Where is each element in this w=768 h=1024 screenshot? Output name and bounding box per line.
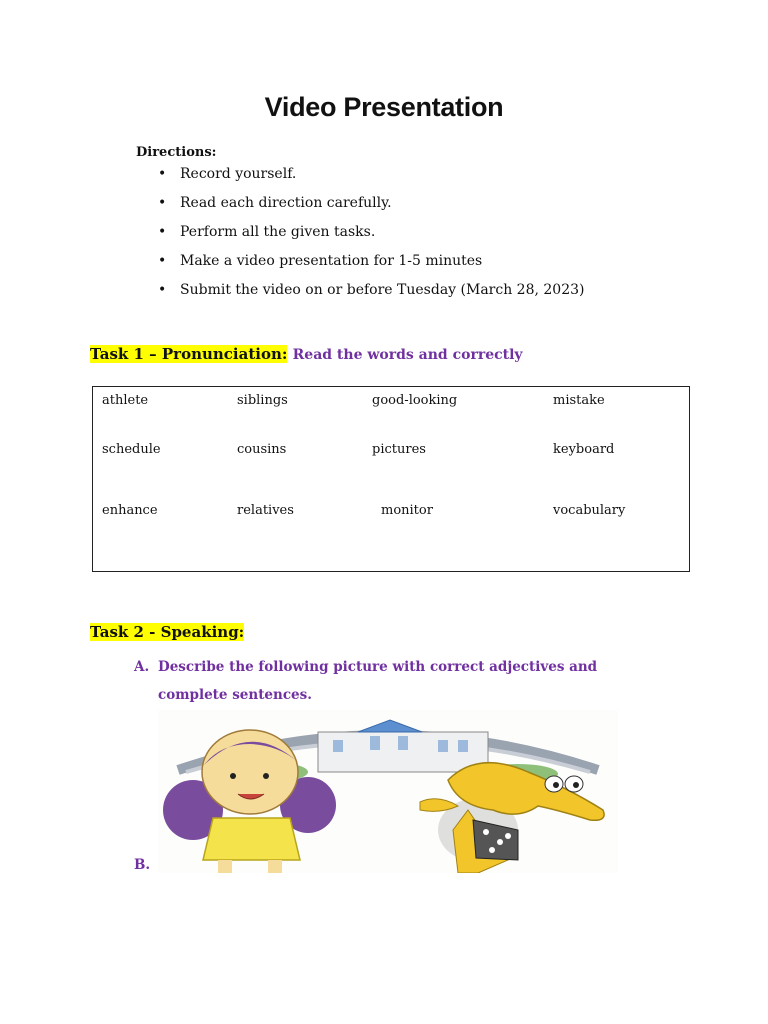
- list-item: • Make a video presentation for 1-5 minutes: [158, 250, 584, 279]
- word: schedule: [102, 442, 161, 457]
- word: athlete: [102, 393, 149, 408]
- word: pictures: [372, 442, 426, 457]
- word-table: [92, 386, 690, 572]
- word: cousins: [237, 442, 287, 457]
- word: monitor: [381, 503, 433, 518]
- task1-instruction: Read the words and correctly: [292, 347, 523, 363]
- task2-heading-row: [90, 623, 244, 641]
- word: enhance: [102, 503, 158, 518]
- list-item: • Read each direction carefully.: [158, 192, 584, 221]
- task1-heading: Task 1 – Pronunciation:: [90, 345, 288, 363]
- task2-item-a: [134, 653, 634, 709]
- word: good-looking: [372, 393, 458, 408]
- task1-heading-row: [90, 345, 523, 363]
- word: vocabulary: [553, 503, 626, 518]
- word: relatives: [237, 503, 294, 518]
- page-title: Video Presentation: [264, 92, 504, 122]
- list-item: • Perform all the given tasks.: [158, 221, 584, 250]
- word: keyboard: [553, 442, 615, 457]
- item-a-letter: A.: [134, 659, 150, 675]
- task2-item-b: B.: [134, 857, 151, 873]
- word: siblings: [237, 393, 288, 408]
- cartoon-picture: [158, 710, 618, 873]
- list-item: • Record yourself.: [158, 163, 584, 192]
- word: mistake: [553, 393, 605, 408]
- list-item: • Submit the video on or before Tuesday (March 28, 2023): [158, 279, 584, 308]
- directions-label: Directions:: [136, 145, 217, 160]
- directions-list: [158, 163, 584, 308]
- item-a-text: Describe the following picture with correct adjectives and complete sentences.: [158, 659, 598, 703]
- task2-heading: Task 2 - Speaking:: [90, 623, 245, 641]
- cartoon-illustration: [158, 710, 618, 873]
